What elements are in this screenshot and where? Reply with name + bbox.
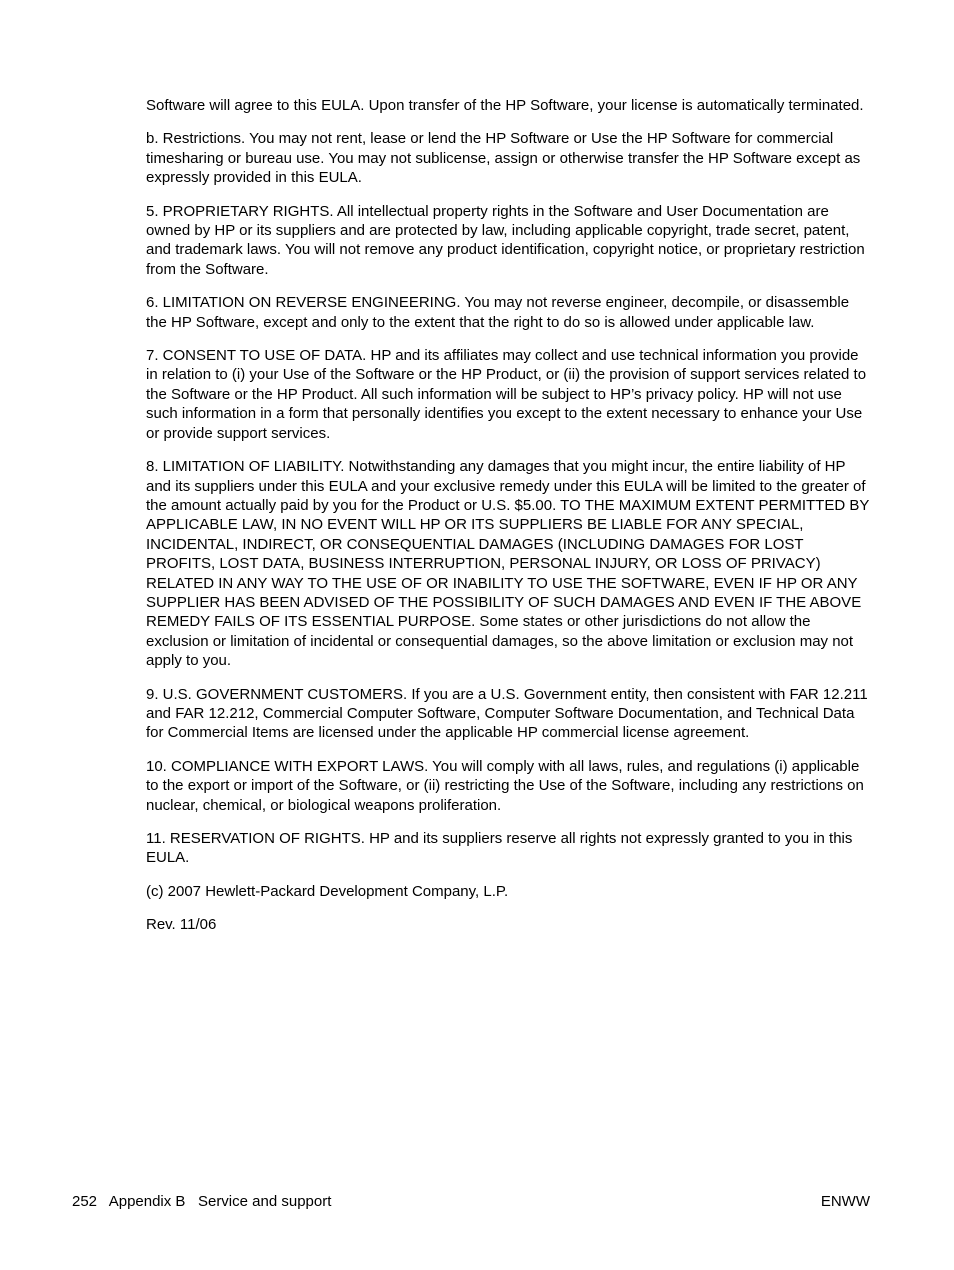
paragraph-consent-to-use-of-data: 7. CONSENT TO USE OF DATA. HP and its affiliates may collect and use technical information you provide in relation to (i) your Use of the Software or the HP Product, or (ii) the provision of support services related to the Software or the HP Product. All such information will be subject to HP’s privacy policy. HP will not use such information in a form that personally identifies you except to the extent necessary to enhance your Use or provide support services. bbox=[146, 347, 867, 442]
paragraph-reverse-engineering: 6. LIMITATION ON REVERSE ENGINEERING. You may not reverse engineer, decompile, or disassemble the HP Software, except and only to the extent that the right to do so is allowed under applicable law. bbox=[146, 294, 850, 331]
footer-chapter: Service and support bbox=[197, 1193, 332, 1210]
document-body bbox=[146, 96, 870, 949]
paragraph-restrictions: b. Restrictions. You may not rent, lease or lend the HP Software or Use the HP Software for commercial timesharing or bureau use. You may not sublicense, assign or otherwise transfer the HP Software except as expressly provided in this EULA. bbox=[146, 130, 861, 187]
paragraph-limitation-of-liability: 8. LIMITATION OF LIABILITY. Notwithstanding any damages that you might incur, the entire liability of HP and its suppliers under this EULA and your exclusive remedy under this EULA will be limited to the greater of the amount actually paid by you for the Product or U.S. $5.00. TO THE MAXIMUM EXTENT PERMITTED BY APPLICABLE LAW, IN NO EVENT WILL HP OR ITS SUPPLIERS BE LIABLE FOR ANY SPECIAL, INCIDENTAL, INDIRECT, OR CONSEQUENTIAL DAMAGES (INCLUDING DAMAGES FOR LOST PROFITS, LOST DATA, BUSINESS INTERRUPTION, PERSONAL INJURY, OR LOSS OF PRIVACY) RELATED IN ANY WAY TO THE USE OF OR INABILITY TO USE THE SOFTWARE, EVEN IF HP OR ANY SUPPLIER HAS BEEN ADVISED OF THE POSSIBILITY OF SUCH DAMAGES AND EVEN IF THE ABOVE REMEDY FAILS OF ITS ESSENTIAL PURPOSE. Some states or other jurisdictions do not allow the exclusion or limitation of incidental or consequential damages, so the above limitation or exclusion may not apply to you. bbox=[146, 458, 870, 670]
footer-section: Appendix B bbox=[108, 1193, 186, 1210]
page-number: 252 bbox=[72, 1193, 98, 1210]
paragraph-export-laws: 10. COMPLIANCE WITH EXPORT LAWS. You will comply with all laws, rules, and regulations (i) applicable to the export or import of the Software, or (ii) restricting the Use of the Software, including any restrictions on nuclear, chemical, or biological weapons proliferation. bbox=[146, 757, 864, 814]
paragraph-reservation-of-rights: 11. RESERVATION OF RIGHTS. HP and its suppliers reserve all rights not expressly granted to you in this EULA. bbox=[146, 830, 853, 867]
paragraph-transfer-termination: Software will agree to this EULA. Upon transfer of the HP Software, your license is automatically terminated. bbox=[146, 97, 864, 114]
paragraph-proprietary-rights: 5. PROPRIETARY RIGHTS. All intellectual property rights in the Software and User Documentation are owned by HP or its suppliers and are protected by law, including applicable copyright, trade secret, patent, and trademark laws. You will not remove any product identification, copyright notice, or proprietary restriction from the Software. bbox=[146, 202, 865, 278]
paragraph-government-customers: 9. U.S. GOVERNMENT CUSTOMERS. If you are a U.S. Government entity, then consistent with FAR 12.211 and FAR 12.212, Commercial Computer Software, Computer Software Documentation, and Technical Data for Commercial Items are licensed under the applicable HP commercial license agreement. bbox=[146, 685, 868, 742]
footer-right-label: ENWW bbox=[820, 1193, 870, 1210]
footer-left bbox=[72, 1192, 331, 1211]
paragraph-revision: Rev. 11/06 bbox=[146, 916, 217, 934]
paragraph-copyright: (c) 2007 Hewlett-Packard Development Company, L.P. bbox=[146, 882, 509, 900]
